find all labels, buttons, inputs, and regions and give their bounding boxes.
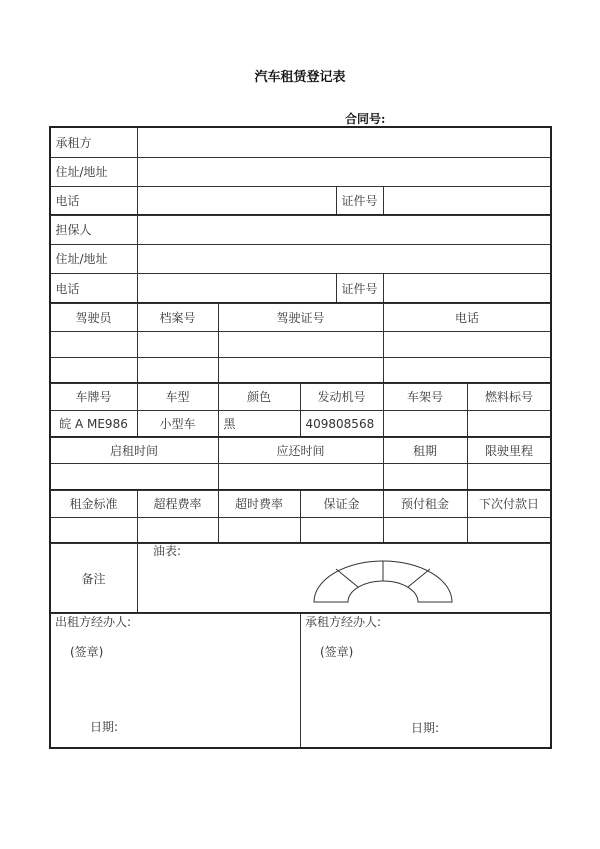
driver-phone-cell[interactable] [383, 357, 552, 384]
contract-number-label: 合同号: [345, 112, 386, 126]
vin-header: 车架号 [383, 383, 468, 411]
guarantor-id-field[interactable] [383, 273, 552, 304]
guarantor-address-label: 住址/地址 [50, 244, 138, 274]
lessor-agent-label: 出租方经办人: [55, 615, 132, 629]
model-value[interactable]: 小型车 [137, 410, 219, 438]
guarantor-id-label: 证件号 [336, 273, 384, 304]
return-time-header: 应还时间 [218, 437, 384, 464]
guarantor-phone-field[interactable] [137, 273, 337, 304]
driver-cell[interactable] [50, 331, 138, 358]
license-no-header: 驾驶证号 [218, 303, 384, 332]
lessee-field[interactable] [137, 127, 552, 158]
next-payment-cell[interactable] [467, 517, 552, 544]
deposit-header: 保证金 [300, 490, 384, 518]
driver-cell[interactable] [50, 357, 138, 384]
lessee-id-label: 证件号 [336, 186, 384, 216]
color-header: 颜色 [218, 383, 301, 411]
file-no-cell[interactable] [137, 331, 219, 358]
lessor-date-label: 日期: [90, 720, 119, 734]
mileage-limit-header: 限驶里程 [467, 437, 552, 464]
guarantor-label: 担保人 [50, 215, 138, 245]
driver-phone-header: 电话 [383, 303, 552, 332]
driver-header: 驾驶员 [50, 303, 138, 332]
plate-value[interactable]: 皖 A ME986 [50, 410, 138, 438]
rental-period-header: 租期 [383, 437, 468, 464]
deposit-cell[interactable] [300, 517, 384, 544]
start-time-cell[interactable] [50, 463, 219, 491]
lessee-agent-label: 承租方经办人: [305, 615, 382, 629]
lessee-id-field[interactable] [383, 186, 552, 216]
lessee-date-label: 日期: [411, 721, 440, 735]
start-time-header: 启租时间 [50, 437, 219, 464]
lessee-address-label: 住址/地址 [50, 157, 138, 187]
guarantor-address-field[interactable] [137, 244, 552, 274]
over-mileage-rate-header: 超程费率 [137, 490, 219, 518]
driver-phone-cell[interactable] [383, 331, 552, 358]
vin-value[interactable] [383, 410, 468, 438]
license-no-cell[interactable] [218, 357, 384, 384]
lessee-phone-label: 电话 [50, 186, 138, 216]
fuel-grade-value[interactable] [467, 410, 552, 438]
guarantor-phone-label: 电话 [50, 273, 138, 304]
over-mileage-rate-cell[interactable] [137, 517, 219, 544]
prepaid-rent-cell[interactable] [383, 517, 468, 544]
overtime-rate-cell[interactable] [218, 517, 301, 544]
lessor-agent-box[interactable] [50, 613, 301, 749]
engine-no-value[interactable]: 409808568 [300, 410, 384, 438]
lessee-seal-label: (签章) [320, 645, 354, 659]
mileage-limit-cell[interactable] [467, 463, 552, 491]
lessee-address-field[interactable] [137, 157, 552, 187]
plate-header: 车牌号 [50, 383, 138, 411]
fuel-gauge-icon[interactable] [300, 555, 470, 607]
model-header: 车型 [137, 383, 219, 411]
fuel-gauge-label: 油表: [153, 544, 182, 558]
form-title: 汽车租赁登记表 [254, 70, 346, 85]
license-no-cell[interactable] [218, 331, 384, 358]
rent-rate-cell[interactable] [50, 517, 138, 544]
guarantor-field[interactable] [137, 215, 552, 245]
engine-no-header: 发动机号 [300, 383, 384, 411]
lessee-label: 承租方 [50, 127, 138, 158]
next-payment-header: 下次付款日 [467, 490, 552, 518]
lessor-seal-label: (签章) [70, 645, 104, 659]
file-no-header: 档案号 [137, 303, 219, 332]
return-time-cell[interactable] [218, 463, 384, 491]
file-no-cell[interactable] [137, 357, 219, 384]
rent-rate-header: 租金标准 [50, 490, 138, 518]
lessee-phone-field[interactable] [137, 186, 337, 216]
overtime-rate-header: 超时费率 [218, 490, 301, 518]
fuel-grade-header: 燃料标号 [467, 383, 552, 411]
color-value[interactable]: 黑 [218, 410, 301, 438]
remarks-label: 备注 [50, 543, 138, 614]
prepaid-rent-header: 预付租金 [383, 490, 468, 518]
rental-period-cell[interactable] [383, 463, 468, 491]
